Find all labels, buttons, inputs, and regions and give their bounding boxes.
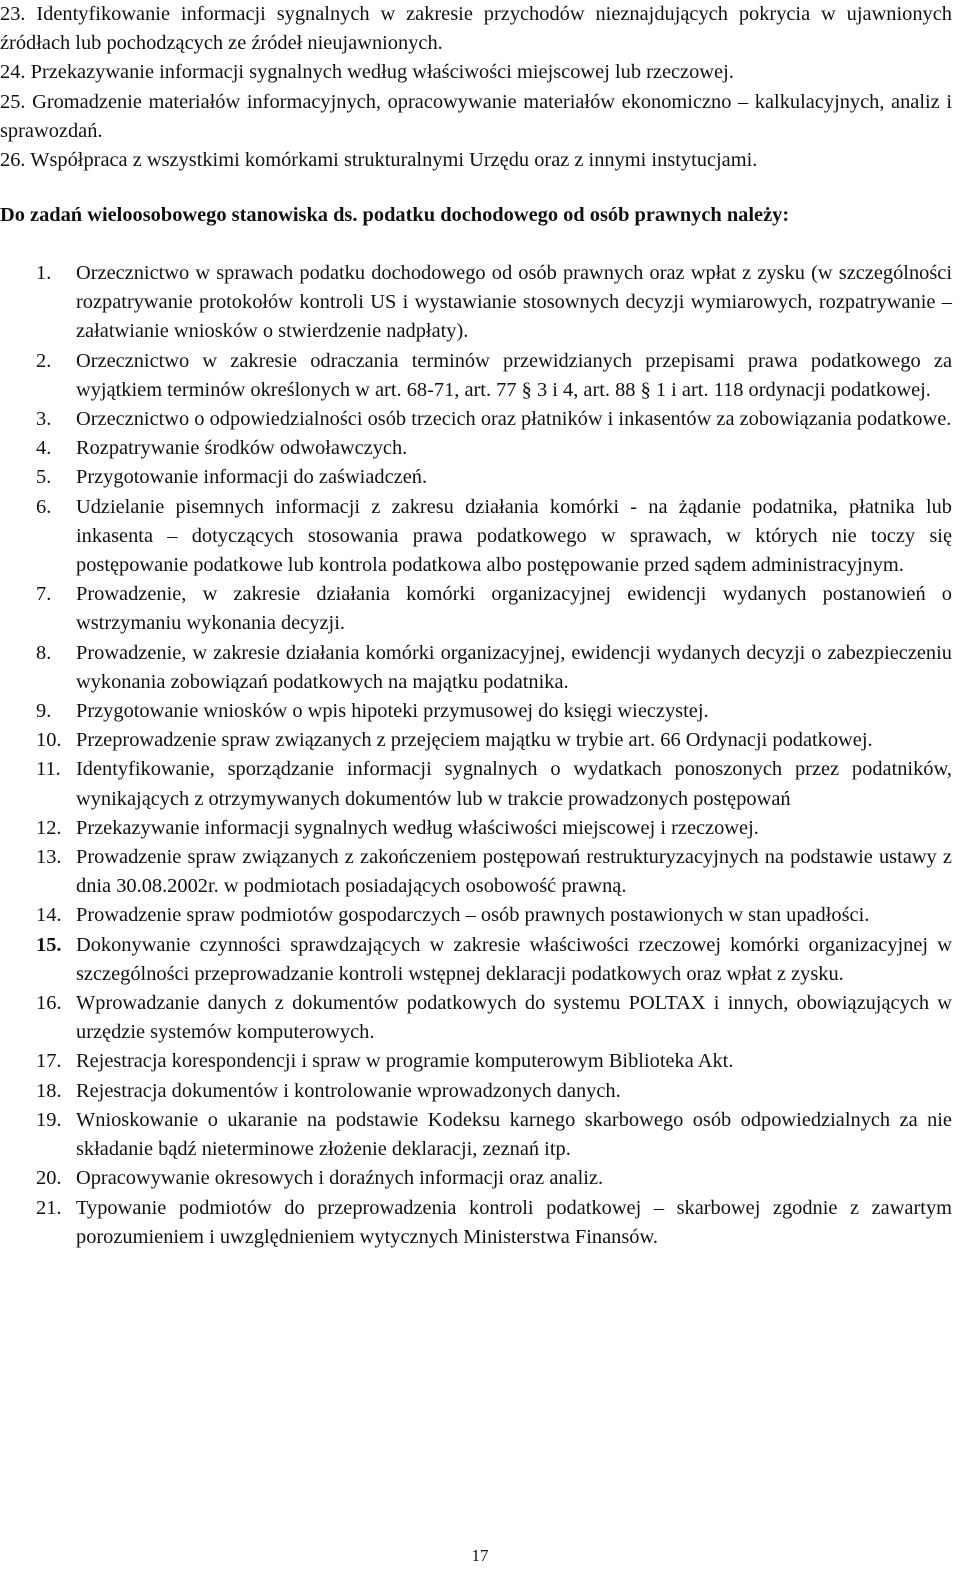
continued-list xyxy=(0,0,952,175)
item-text: Identyfikowanie informacji sygnalnych w zakresie przychodów nieznajdujących pokrycia w ujawnionych źródłach lub pochodzących ze źródeł nieujawnionych. xyxy=(0,3,952,55)
item-number: 24. xyxy=(0,61,26,84)
item-number: 20. xyxy=(36,1167,62,1190)
item-number: 15. xyxy=(36,933,62,956)
item-number: 14. xyxy=(36,904,62,927)
list-item xyxy=(0,88,952,146)
item-number: 7. xyxy=(36,583,52,606)
item-text: Dokonywanie czynności sprawdzających w zakresie właściwości rzeczowej komórki organizacyjnej w szczególności przeprowadzanie kontroli wstępnej deklaracji podatkowych oraz wpłat z zysku. xyxy=(76,933,952,985)
list-item xyxy=(0,0,952,58)
item-number: 16. xyxy=(36,992,62,1015)
list-item xyxy=(0,1047,952,1076)
item-number: 2. xyxy=(36,349,52,372)
item-text: Prowadzenie spraw związanych z zakończeniem postępowań restrukturyzacyjnych na podstawie ustawy z dnia 30.08.2002r. w podmiotach posiadających osobowość prawną. xyxy=(76,846,952,898)
item-text: Opracowywanie okresowych i doraźnych informacji oraz analiz. xyxy=(76,1167,604,1190)
item-text: Rejestracja dokumentów i kontrolowanie wprowadzonych danych. xyxy=(76,1079,621,1102)
list-item xyxy=(0,434,952,463)
item-text: Prowadzenie spraw podmiotów gospodarczych – osób prawnych postawionych w stan upadłości. xyxy=(76,904,870,927)
item-text: Przygotowanie informacji do zaświadczeń. xyxy=(76,466,428,489)
item-number: 21. xyxy=(36,1196,62,1219)
item-text: Udzielanie pisemnych informacji z zakresu działania komórki - na żądanie podatnika, płatnika lub inkasenta – dotyczących stosowania prawa podatkowego w sprawach, w których nie toczy się postępowanie podatkowe lub kontrola podatkowa albo postępowanie przed sądem administracyjnym. xyxy=(76,495,952,577)
list-item xyxy=(0,901,952,930)
item-number: 23. xyxy=(0,3,26,25)
item-text: Prowadzenie, w zakresie działania komórki organizacyjnej, ewidencji wydanych decyzji o zabezpieczeniu wykonania zobowiązań podatkowych na majątku podatnika. xyxy=(76,641,952,693)
list-item xyxy=(0,697,952,726)
item-text: Gromadzenie materiałów informacyjnych, opracowywanie materiałów ekonomiczno – kalkulacyjnych, analiz i sprawozdań. xyxy=(0,90,952,142)
item-number: 25. xyxy=(0,90,26,113)
list-item xyxy=(0,1194,952,1252)
item-text: Orzecznictwo w zakresie odraczania terminów przewidzianych przepisami prawa podatkowego za wyjątkiem terminów określonych w art. 68-71, art. 77 § 3 i 4, art. 88 § 1 i art. 118 ordynacji podatkowej. xyxy=(76,349,952,401)
list-item xyxy=(0,259,952,347)
list-item xyxy=(0,755,952,813)
item-number: 12. xyxy=(36,816,62,839)
item-text: Przygotowanie wniosków o wpis hipoteki przymusowej do księgi wieczystej. xyxy=(76,700,709,723)
item-number: 9. xyxy=(36,700,52,723)
section-heading: Do zadań wieloosobowego stanowiska ds. podatku dochodowego od osób prawnych należy: xyxy=(0,204,790,226)
item-text: Przekazywanie informacji sygnalnych według właściwości miejscowej lub rzeczowej. xyxy=(30,61,734,84)
list-item xyxy=(0,580,952,638)
item-text: Przekazywanie informacji sygnalnych według właściwości miejscowej i rzeczowej. xyxy=(76,816,759,839)
item-text: Wnioskowanie o ukaranie na podstawie Kodeksu karnego skarbowego osób odpowiedzialnych za nie składanie bądź nieterminowe złożenie deklaracji, zeznań itp. xyxy=(76,1108,952,1161)
list-item xyxy=(0,463,952,492)
item-text: Rejestracja korespondencji i spraw w programie komputerowym Biblioteka Akt. xyxy=(76,1050,734,1073)
item-number: 3. xyxy=(36,408,52,431)
list-item xyxy=(0,989,952,1047)
item-text: Wprowadzanie danych z dokumentów podatkowych do systemu POLTAX i innych, obowiązujących w urzędzie systemów komputerowych. xyxy=(76,992,952,1044)
list-item xyxy=(0,347,952,405)
duties-list xyxy=(0,259,952,1252)
list-item xyxy=(0,1106,952,1164)
item-text: Typowanie podmiotów do przeprowadzenia kontroli podatkowej – skarbowej zgodnie z zawartym porozumieniem i uwzględnieniem wytycznych Ministerstwa Finansów. xyxy=(76,1196,952,1248)
list-item xyxy=(0,1164,952,1193)
item-number: 26. xyxy=(0,149,26,172)
list-item xyxy=(0,639,952,697)
item-number: 11. xyxy=(36,758,61,781)
item-number: 10. xyxy=(36,729,62,752)
item-number: 5. xyxy=(36,466,52,489)
list-item xyxy=(0,405,952,434)
list-item xyxy=(0,146,952,175)
list-item xyxy=(0,843,952,901)
item-number: 13. xyxy=(36,846,62,869)
list-item xyxy=(0,931,952,989)
list-item xyxy=(0,1077,952,1106)
list-item xyxy=(0,814,952,843)
item-number: 17. xyxy=(36,1050,62,1073)
item-text: Współpraca z wszystkimi komórkami strukturalnymi Urzędu oraz z innymi instytucjami. xyxy=(30,149,758,172)
item-number: 4. xyxy=(36,437,52,460)
item-text: Prowadzenie, w zakresie działania komórki organizacyjnej ewidencji wydanych postanowień o wstrzymaniu wykonania decyzji. xyxy=(76,583,952,635)
item-number: 18. xyxy=(36,1079,62,1102)
item-text: Rozpatrywanie środków odwoławczych. xyxy=(76,437,408,460)
page-number: 17 xyxy=(471,1546,489,1565)
list-item xyxy=(0,58,952,87)
item-number: 19. xyxy=(36,1108,62,1131)
item-text: Orzecznictwo o odpowiedzialności osób trzecich oraz płatników i inkasentów za zobowiązania podatkowe. xyxy=(76,408,952,431)
list-item xyxy=(0,726,952,755)
item-number: 1. xyxy=(36,262,52,284)
list-item xyxy=(0,493,952,581)
item-text: Orzecznictwo w sprawach podatku dochodowego od osób prawnych oraz wpłat z zysku (w szczególności rozpatrywanie protokołów kontroli US i wystawianie stosownych decyzji wymiarowych, rozpatrywanie – załatwianie wniosków o stwierdzenie nadpłaty). xyxy=(76,262,952,343)
item-number: 6. xyxy=(36,495,52,518)
item-text: Identyfikowanie, sporządzanie informacji sygnalnych o wydatkach ponoszonych przez podatników, wynikających z otrzymywanych dokumentów lub w trakcie prowadzonych postępowań xyxy=(76,758,952,810)
item-number: 8. xyxy=(36,641,52,664)
item-text: Przeprowadzenie spraw związanych z przejęciem majątku w trybie art. 66 Ordynacji podatkowej. xyxy=(76,729,873,752)
